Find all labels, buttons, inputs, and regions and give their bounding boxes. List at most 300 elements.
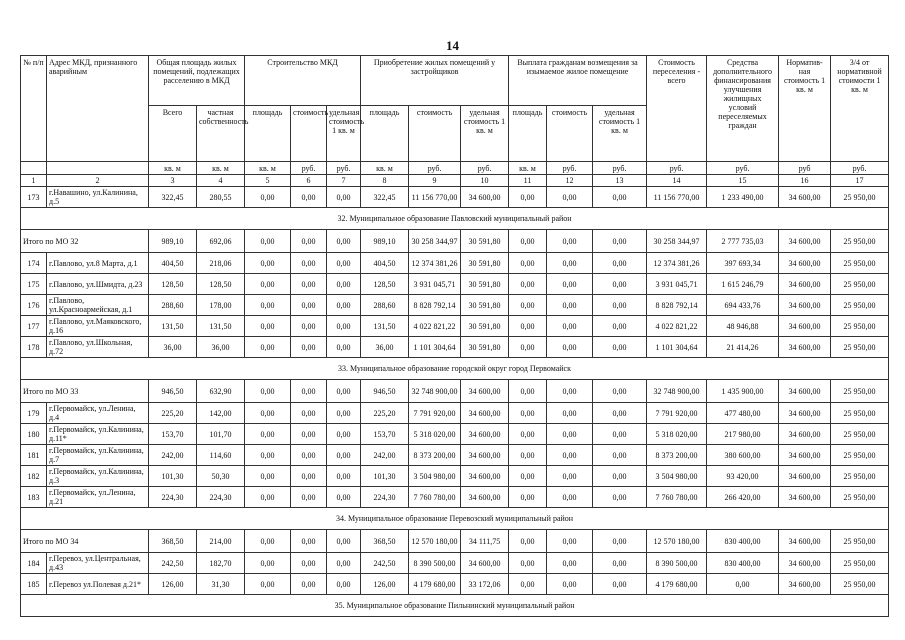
table-cell: 224,30 [149,487,197,508]
table-cell: 0,00 [707,574,779,595]
table-cell: 0,00 [327,574,361,595]
table-row [21,424,889,445]
table-cell: 0,00 [327,445,361,466]
table-cell: 0,00 [327,274,361,295]
table-cell: 34 600,00 [461,424,509,445]
section-title: 35. Муниципальное образование Пильнинский муниципальный район [21,595,889,617]
col-number: 6 [291,175,327,187]
address-cell: г.Первомайск, ул.Ленина, д.4 [47,403,149,424]
table-cell: 0,00 [245,274,291,295]
table-cell: 0,00 [593,487,647,508]
table-cell: 288,60 [361,295,409,316]
total-row [21,530,889,553]
total-label: Итого по МО 34 [21,530,149,553]
table-cell: 0,00 [245,574,291,595]
table-cell: 4 179 680,00 [647,574,707,595]
table-cell: 0,00 [245,403,291,424]
table-cell: 12 570 180,00 [409,530,461,553]
total-row [21,380,889,403]
address-cell: г.Перевоз ул.Полевая д.21* [47,574,149,595]
table-cell: 0,00 [547,295,593,316]
table-cell: 380 600,00 [707,445,779,466]
table-cell: 25 950,00 [831,445,889,466]
table-cell: 34 600,00 [779,574,831,595]
unit-cell: руб. [707,162,779,175]
table-cell: 0,00 [593,274,647,295]
table-cell: 0,00 [509,295,547,316]
unit-cell: руб. [409,162,461,175]
table-cell: 0,00 [327,230,361,253]
table-cell: 34 600,00 [779,295,831,316]
table-cell: 0,00 [547,187,593,208]
table-cell: 101,30 [149,466,197,487]
table-cell: 0,00 [509,466,547,487]
table-cell: 0,00 [509,403,547,424]
row-number: 180 [21,424,47,445]
table-cell: 404,50 [149,253,197,274]
table-cell: 30 258 344,97 [409,230,461,253]
table-cell: 0,00 [245,445,291,466]
table-cell: 225,20 [361,403,409,424]
section-title: 33. Муниципальное образование городской округ город Первомайск [21,358,889,380]
table-cell: 34 600,00 [779,274,831,295]
table-cell: 25 950,00 [831,466,889,487]
table-row [21,487,889,508]
table-cell: 30 591,80 [461,274,509,295]
table-cell: 0,00 [291,574,327,595]
row-number: 185 [21,574,47,595]
table-row [21,403,889,424]
table-cell: 0,00 [327,380,361,403]
unit-cell: кв. м [197,162,245,175]
header-three-quarter: 3/4 от нормативной стоимости 1 кв. м [831,56,889,162]
unit-cell: кв. м [509,162,547,175]
table-cell: 1 101 304,64 [409,337,461,358]
table-row [21,295,889,316]
table-cell: 34 600,00 [461,466,509,487]
table-row [21,445,889,466]
col-number: 8 [361,175,409,187]
table-cell: 3 504 980,00 [647,466,707,487]
table-cell: 0,00 [245,553,291,574]
table-cell: 0,00 [509,253,547,274]
table-cell: 0,00 [291,337,327,358]
table-cell: 30 591,80 [461,230,509,253]
table-cell: 946,50 [361,380,409,403]
table-cell: 11 156 770,00 [647,187,707,208]
table-row [21,274,889,295]
table-cell: 101,30 [361,466,409,487]
table-cell: 0,00 [509,574,547,595]
section-row [21,208,889,230]
table-cell: 288,60 [149,295,197,316]
table-cell: 21 414,26 [707,337,779,358]
table-cell: 128,50 [197,274,245,295]
table-cell: 224,30 [361,487,409,508]
unit-cell: кв. м [361,162,409,175]
table-cell: 0,00 [245,337,291,358]
table-cell: 0,00 [547,253,593,274]
table-cell: 0,00 [327,316,361,337]
table-cell: 101,70 [197,424,245,445]
table-row [21,253,889,274]
header-total-cost: Стоимость переселения - всего [647,56,707,162]
table-cell: 25 950,00 [831,553,889,574]
unit-cell: руб. [593,162,647,175]
row-number: 176 [21,295,47,316]
table-cell: 0,00 [547,274,593,295]
table-cell: 322,45 [361,187,409,208]
table-cell: 0,00 [593,574,647,595]
table-cell: 477 480,00 [707,403,779,424]
table-row [21,553,889,574]
row-number: 179 [21,403,47,424]
row-number: 178 [21,337,47,358]
section-row [21,358,889,380]
table-cell: 34 600,00 [461,553,509,574]
table-cell: 0,00 [327,487,361,508]
table-cell: 25 950,00 [831,316,889,337]
table-cell: 12 570 180,00 [647,530,707,553]
table-cell: 1 435 900,00 [707,380,779,403]
col-number: 4 [197,175,245,187]
table-cell: 0,00 [547,466,593,487]
table-cell: 4 179 680,00 [409,574,461,595]
table-cell: 33 172,06 [461,574,509,595]
table-cell: 178,00 [197,295,245,316]
table-cell: 4 022 821,22 [647,316,707,337]
header-sub-pay-area: площадь [509,106,547,162]
table-cell: 0,00 [547,530,593,553]
table-cell: 989,10 [149,230,197,253]
table-cell: 0,00 [593,380,647,403]
table-row [21,466,889,487]
col-number: 11 [509,175,547,187]
unit-cell: руб. [461,162,509,175]
section-title: 32. Муниципальное образование Павловский муниципальный район [21,208,889,230]
table-cell: 225,20 [149,403,197,424]
table-cell: 0,00 [327,403,361,424]
header-sub-pay-unit: удельная стоимость 1 кв. м [593,106,647,162]
table-cell: 0,00 [245,380,291,403]
table-cell: 25 950,00 [831,424,889,445]
table-cell: 7 791 920,00 [647,403,707,424]
unit-cell: руб. [327,162,361,175]
total-label: Итого по МО 33 [21,380,149,403]
table-cell: 0,00 [593,445,647,466]
row-number: 184 [21,553,47,574]
unit-cell: кв. м [149,162,197,175]
table-cell: 0,00 [509,530,547,553]
table-cell: 692,06 [197,230,245,253]
header-sub-buy-area: площадь [361,106,409,162]
unit-cell: кв. м [245,162,291,175]
table-cell: 131,50 [149,316,197,337]
address-cell: г.Первомайск, ул.Калинина, д.11* [47,424,149,445]
table-cell: 126,00 [361,574,409,595]
table-cell: 36,00 [149,337,197,358]
table-cell: 0,00 [593,424,647,445]
unit-cell: руб. [647,162,707,175]
table-cell: 25 950,00 [831,253,889,274]
col-number: 16 [779,175,831,187]
table-cell: 0,00 [291,253,327,274]
table-cell: 242,50 [149,553,197,574]
table-cell: 34 600,00 [779,316,831,337]
table-cell: 0,00 [593,187,647,208]
table-cell: 0,00 [327,337,361,358]
table-row [21,187,889,208]
table-cell: 34 600,00 [461,487,509,508]
table-cell: 0,00 [291,187,327,208]
table-cell: 48 946,88 [707,316,779,337]
table-cell: 8 828 792,14 [409,295,461,316]
header-sub-build-cost: стоимость [291,106,327,162]
table-cell: 0,00 [547,337,593,358]
table-cell: 34 600,00 [779,424,831,445]
table-cell: 12 374 381,26 [647,253,707,274]
table-cell: 0,00 [327,187,361,208]
table-cell: 34 600,00 [779,253,831,274]
table-cell: 0,00 [291,553,327,574]
table-cell: 0,00 [509,274,547,295]
table-cell: 632,90 [197,380,245,403]
col-number: 9 [409,175,461,187]
table-cell: 0,00 [593,466,647,487]
table-cell: 34 600,00 [779,553,831,574]
table-cell: 0,00 [327,553,361,574]
address-cell: г.Первомайск, ул.Калинина, д.7 [47,445,149,466]
table-cell: 368,50 [149,530,197,553]
table-cell: 0,00 [593,553,647,574]
table-cell: 7 760 780,00 [409,487,461,508]
col-number: 2 [47,175,149,187]
table-cell: 0,00 [547,445,593,466]
table-cell: 25 950,00 [831,337,889,358]
table-cell: 7 760 780,00 [647,487,707,508]
header-area-group: Общая площадь жилых помещений, подлежащих расселению в МКД [149,56,245,106]
table-cell: 0,00 [547,487,593,508]
table-cell: 280,55 [197,187,245,208]
table-cell: 0,00 [291,445,327,466]
table-row [21,316,889,337]
header-extra-funding: Средства дополнительного финансирования улучшения жилищных условий переселяемых граждан [707,56,779,162]
table-cell: 0,00 [291,380,327,403]
row-number: 182 [21,466,47,487]
table-cell: 30 591,80 [461,295,509,316]
address-cell: г.Павлово, ул.8 Марта, д.1 [47,253,149,274]
table-cell: 32 748 900,00 [647,380,707,403]
table-cell: 0,00 [509,337,547,358]
table-cell: 0,00 [327,530,361,553]
unit-cell: руб. [831,162,889,175]
table-cell: 4 022 821,22 [409,316,461,337]
table-cell: 0,00 [547,574,593,595]
table-cell: 0,00 [291,295,327,316]
table-cell: 0,00 [593,253,647,274]
table-cell: 34 600,00 [779,487,831,508]
table-cell: 3 931 045,71 [409,274,461,295]
table-cell: 182,70 [197,553,245,574]
table-cell: 0,00 [593,403,647,424]
table-cell: 946,50 [149,380,197,403]
col-number: 17 [831,175,889,187]
table-cell: 25 950,00 [831,274,889,295]
table-cell: 0,00 [245,295,291,316]
table-cell: 30 591,80 [461,337,509,358]
row-number: 175 [21,274,47,295]
table-cell: 11 156 770,00 [409,187,461,208]
table-cell: 0,00 [509,553,547,574]
table-cell: 128,50 [149,274,197,295]
table-cell: 694 433,76 [707,295,779,316]
table-cell: 218,06 [197,253,245,274]
table-cell: 3 931 045,71 [647,274,707,295]
table-cell: 0,00 [291,274,327,295]
table-cell: 830 400,00 [707,530,779,553]
table-cell: 153,70 [149,424,197,445]
table-cell: 50,30 [197,466,245,487]
table-cell: 0,00 [593,530,647,553]
table-cell: 0,00 [509,316,547,337]
table-cell: 368,50 [361,530,409,553]
table-cell: 0,00 [327,295,361,316]
table-cell: 0,00 [547,230,593,253]
table-cell: 7 791 920,00 [409,403,461,424]
table-cell: 8 373 200,00 [647,445,707,466]
row-number: 181 [21,445,47,466]
table-cell: 0,00 [547,316,593,337]
col-number: 12 [547,175,593,187]
table-cell: 128,50 [361,274,409,295]
address-cell: г.Павлово, ул.Красноармейская, д.1 [47,295,149,316]
table-cell: 0,00 [547,380,593,403]
header-sub-build-unit: удельная стоимость 1 кв. м [327,106,361,162]
address-cell: г.Первомайск, ул.Калинина, д.3 [47,466,149,487]
header-row-groups [21,56,889,106]
address-cell: г.Павлово, ул.Школьная, д.72 [47,337,149,358]
address-cell: г.Павлово, ул.Маяковского, д.16 [47,316,149,337]
row-number: 177 [21,316,47,337]
total-row [21,230,889,253]
table-cell: 224,30 [197,487,245,508]
table-cell: 3 504 980,00 [409,466,461,487]
table-cell: 36,00 [197,337,245,358]
table-row [21,574,889,595]
table-cell: 0,00 [593,295,647,316]
table-cell: 34 600,00 [779,187,831,208]
units-row [21,162,889,175]
header-pay-group: Выплата гражданам возмещения за изымаемое жилое помещение [509,56,647,106]
table-cell: 1 101 304,64 [647,337,707,358]
table-cell: 0,00 [327,253,361,274]
section-row [21,595,889,617]
table-cell: 214,00 [197,530,245,553]
col-number: 3 [149,175,197,187]
section-title: 34. Муниципальное образование Перевозский муниципальный район [21,508,889,530]
header-num: № п/п [21,56,47,162]
table-cell: 34 600,00 [779,530,831,553]
table-row [21,337,889,358]
resettlement-table [20,55,889,617]
table-cell: 8 828 792,14 [647,295,707,316]
table-cell: 0,00 [327,466,361,487]
table-cell: 0,00 [291,316,327,337]
table-cell: 0,00 [593,230,647,253]
table-cell: 0,00 [593,337,647,358]
total-label: Итого по МО 32 [21,230,149,253]
address-cell: г.Первомайск, ул.Ленина, д.21 [47,487,149,508]
table-cell: 31,30 [197,574,245,595]
table-cell: 830 400,00 [707,553,779,574]
header-sub-buy-unit: удельная стоимость 1 кв. м [461,106,509,162]
col-number: 7 [327,175,361,187]
unit-cell: руб [779,162,831,175]
table-cell: 242,50 [361,553,409,574]
table-cell: 0,00 [291,403,327,424]
table-cell: 0,00 [291,487,327,508]
table-cell: 0,00 [245,424,291,445]
table-cell: 25 950,00 [831,380,889,403]
table-cell: 131,50 [361,316,409,337]
col-number: 15 [707,175,779,187]
table-cell: 34 600,00 [461,445,509,466]
col-number: 10 [461,175,509,187]
table-cell: 0,00 [245,487,291,508]
column-numbers-row [21,175,889,187]
page-number: 14 [446,38,459,53]
table-cell: 0,00 [245,187,291,208]
table-cell: 34 600,00 [779,403,831,424]
table-cell: 153,70 [361,424,409,445]
table-cell: 34 600,00 [779,380,831,403]
table-cell: 266 420,00 [707,487,779,508]
col-number: 1 [21,175,47,187]
table-cell: 2 777 735,03 [707,230,779,253]
table-cell: 34 600,00 [461,403,509,424]
address-cell: г.Перевоз, ул.Центральная, д.43 [47,553,149,574]
col-number: 14 [647,175,707,187]
table-cell: 0,00 [291,466,327,487]
table-cell: 217 980,00 [707,424,779,445]
table-cell: 989,10 [361,230,409,253]
table-cell: 8 373 200,00 [409,445,461,466]
address-cell: г.Павлово, ул.Шмидта, д.23 [47,274,149,295]
table-cell: 0,00 [509,187,547,208]
table-cell: 0,00 [245,230,291,253]
table-cell: 0,00 [509,380,547,403]
table-cell: 93 420,00 [707,466,779,487]
table-cell: 126,00 [149,574,197,595]
table-cell: 25 950,00 [831,403,889,424]
unit-cell: руб. [291,162,327,175]
table-cell: 0,00 [245,253,291,274]
table-cell: 34 600,00 [779,445,831,466]
col-number: 5 [245,175,291,187]
table-cell: 0,00 [547,403,593,424]
table-cell: 25 950,00 [831,574,889,595]
header-sub-pay-cost: стоимость [547,106,593,162]
table-cell: 34 600,00 [461,380,509,403]
table-cell: 0,00 [245,466,291,487]
table-cell: 30 591,80 [461,253,509,274]
table-cell: 0,00 [245,530,291,553]
table-cell: 34 600,00 [779,337,831,358]
table-cell: 0,00 [547,424,593,445]
header-build-group: Строительство МКД [245,56,361,106]
table-cell: 0,00 [509,445,547,466]
table-cell: 34 600,00 [779,230,831,253]
